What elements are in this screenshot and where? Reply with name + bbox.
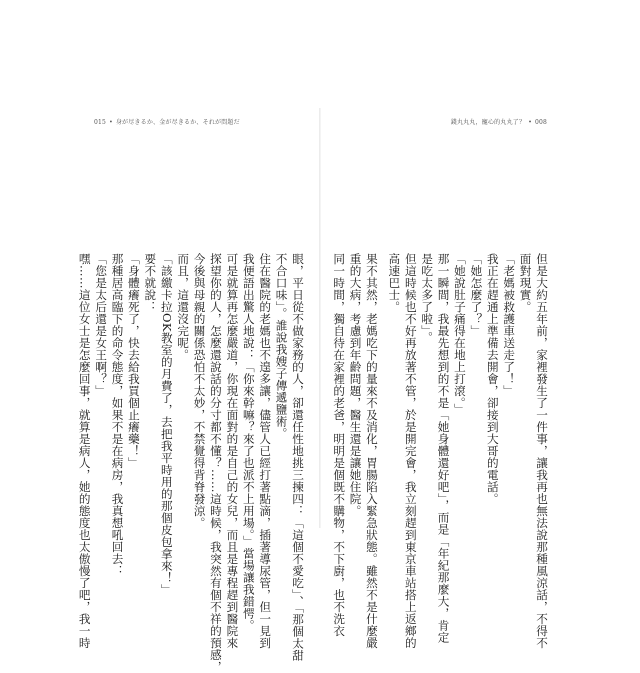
header-separator-dot: • [109,119,113,126]
text-column: 「老媽被救護車送走了！」 [502,253,517,397]
text-column: 嘿……這位女士是怎麼回事，就算是病人，她的態度也太傲慢了吧，我一時 [77,253,92,649]
text-column: 「該繳卡拉OK教室的月費了，去把我平時用的那個皮包拿來！」 [159,253,174,596]
right-page [322,108,560,649]
text-column: 但這時候也不好再放著不管，於是開完會，我立刻趕到東京車站搭上返鄉的 [403,253,418,649]
header-separator-dot: • [528,119,532,126]
text-column: 「她說肚子痛得在地上打滾。」 [452,253,467,416]
text-column: 住在醫院的老媽也不遑多讓，儘管人已經打著點滴，插著導尿管，但一見到 [258,253,273,649]
text-column: 「您是太后還是女王啊？」 [94,253,109,397]
text-column: 而且，這還沒完呢。 [176,253,191,361]
text-column: 同一時間，獨自待在家裡的老爸，明明是個既不購物，不下廚，也不洗衣 [332,253,347,637]
text-column: 眼，平日從不做家務的人，卻還任性地挑三揀四：「這個不愛吃」、「那個太甜 [291,253,305,662]
text-column: 今後與母親的關係恐怕不太妙，不禁覺得背脊發涼。 [192,253,207,529]
text-column: 我正在趕通上準備去開會，卻接到大哥的電話。 [485,253,500,505]
text-column: 可是就算再怎麼嚴道，你現在面對的是自己的女兒，而且是專程趕到醫院來 [225,253,240,649]
right-page-number: 008 [534,119,547,126]
text-column: 「身體癢死了，快去給我買個止癢藥！」 [126,253,141,469]
book-gutter [319,108,321,528]
left-page [77,108,318,673]
text-column: 「她怎麼了？」 [469,253,484,337]
left-page-body [77,253,306,673]
text-column: 但是大約五年前，家裡發生了一件事，讓我再也無法說那種風涼話，不得不 [535,253,549,649]
text-column: 探望你的人，怎麼還說話的分寸都不懂？……這時候，我突然有個不祥的預感， [208,253,223,673]
text-column: 高速巴士。 [387,253,402,313]
text-column: 重的大病，考慮到年齡問題，醫生還是讓她住院。 [348,253,363,517]
left-page-number: 015 [94,119,107,126]
text-column: 我便語出驚人地說：「你來幹嘛？來了也派不上用場。」當場讓我錯愕。 [241,253,256,632]
text-column: 要不就說： [143,253,158,313]
text-column: 那種居高臨下的命令態度，如果不是在病房，我真想吼回去： [110,253,125,577]
text-column: 是吃太多了啦」。 [420,253,435,344]
right-page-body [328,253,550,649]
text-column: 面對現實。 [518,253,533,313]
left-running-header [91,117,243,126]
text-column: 那一瞬間，我最先想到的不是「她身體還好吧」，而是「年紀那麼大，肯定 [436,253,451,644]
text-column: 果不其然，老媽吃下的量來不及消化，胃腸陷入緊急狀態。雖然不是什麼嚴 [364,253,379,649]
right-running-header [448,117,550,126]
text-column: 不合口味」。誰說我嫂子傳遞鹽術。 [274,253,289,440]
right-header-title: 錢丸丸丸，寵心的丸丸了？ [450,119,526,126]
left-header-title: 身が尽きるか、金が尽きるか、それが問題だ [115,119,240,126]
